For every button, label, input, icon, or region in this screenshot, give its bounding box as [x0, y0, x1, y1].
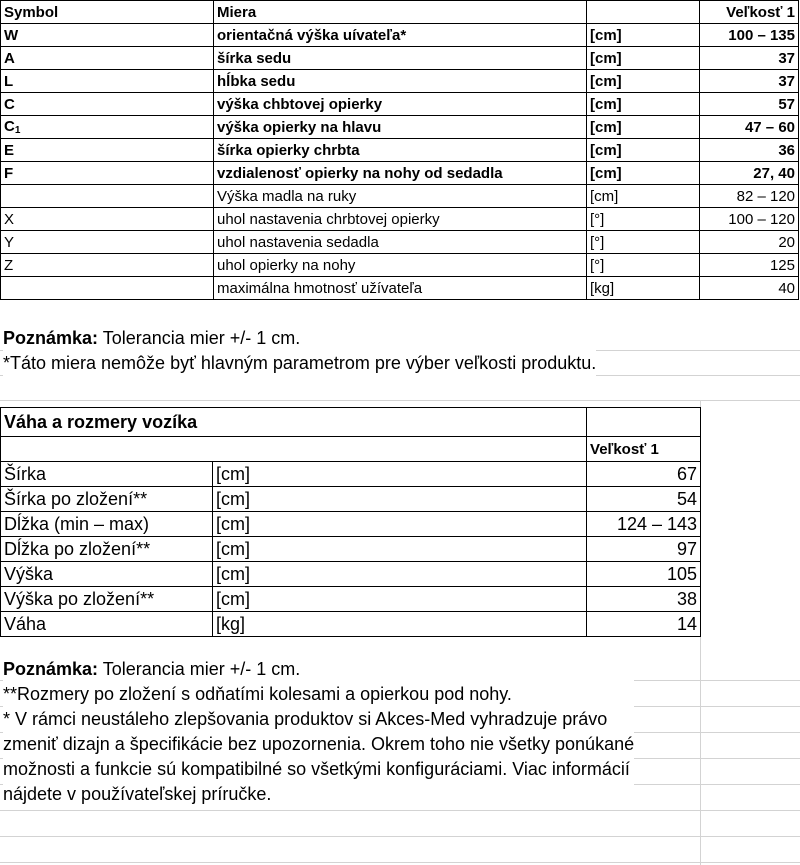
- cell-measure: uhol nastavenia chrbtovej opierky: [214, 208, 587, 231]
- dimensions-table: [0, 0, 799, 300]
- cell-unit: [cm]: [587, 24, 700, 47]
- cell-measure: orientačná výška uívateľa*: [214, 24, 587, 47]
- cell-symbol: A: [1, 47, 214, 70]
- cell-unit: [cm]: [213, 537, 587, 562]
- cell-value: 57: [700, 93, 799, 116]
- cell-value: 37: [700, 47, 799, 70]
- tolerance-note-2: Poznámka: Tolerancia mier +/- 1 cm.: [3, 659, 301, 679]
- table-row: [1, 487, 701, 512]
- cell-symbol: X: [1, 208, 214, 231]
- cell-symbol: C1: [1, 116, 214, 139]
- table-row: [1, 162, 799, 185]
- table2-size-header: Veľkosť 1: [587, 437, 701, 462]
- table-row: [1, 562, 701, 587]
- disclaimer-line: nájdete v používateľskej príručke.: [3, 784, 272, 804]
- table-row: [1, 139, 799, 162]
- notes-section-2: [3, 657, 634, 807]
- cell-unit: [cm]: [587, 139, 700, 162]
- cell-value: 27, 40: [700, 162, 799, 185]
- cell-unit: [cm]: [587, 162, 700, 185]
- cell-value: 105: [587, 562, 701, 587]
- cell-unit: [kg]: [587, 277, 700, 300]
- cell-value: 124 – 143: [587, 512, 701, 537]
- table-row: [1, 512, 701, 537]
- cell-value: 67: [587, 462, 701, 487]
- cell-value: 97: [587, 537, 701, 562]
- cell-unit: [cm]: [213, 562, 587, 587]
- table-row: [1, 231, 799, 254]
- header-symbol: Symbol: [1, 1, 214, 24]
- table-row: [1, 185, 799, 208]
- table-row: [1, 587, 701, 612]
- table-row: [1, 612, 701, 637]
- cell-label: Šírka: [1, 462, 213, 487]
- cell-measure: šírka opierky chrbta: [214, 139, 587, 162]
- disclaimer-line: * V rámci neustáleho zlepšovania produktov si Akces-Med vyhradzuje právo: [3, 709, 608, 729]
- disclaimer-line: možnosti a funkcie sú kompatibilné so všetkými konfiguráciami. Viac informácií: [3, 759, 630, 779]
- cell-symbol: [1, 185, 214, 208]
- table-row: [1, 116, 799, 139]
- cell-measure: uhol opierky na nohy: [214, 254, 587, 277]
- cell-unit: [°]: [587, 208, 700, 231]
- table2-title: Váha a rozmery vozíka: [1, 408, 587, 437]
- table-row: [1, 537, 701, 562]
- cell-label: Váha: [1, 612, 213, 637]
- cell-value: 100 – 120: [700, 208, 799, 231]
- cell-measure: Výška madla na ruky: [214, 185, 587, 208]
- cell-measure: uhol nastavenia sedadla: [214, 231, 587, 254]
- cell-unit: [kg]: [213, 612, 587, 637]
- cell-measure: výška chbtovej opierky: [214, 93, 587, 116]
- table2-size-header-row: [1, 437, 701, 462]
- cell-symbol: [1, 277, 214, 300]
- cell-value: 20: [700, 231, 799, 254]
- table-row: [1, 93, 799, 116]
- table-row: [1, 70, 799, 93]
- header-measure: Miera: [214, 1, 587, 24]
- cell-unit: [cm]: [587, 93, 700, 116]
- cell-symbol: Z: [1, 254, 214, 277]
- cell-value: 37: [700, 70, 799, 93]
- table2-title-row: [1, 408, 701, 437]
- cell-unit: [cm]: [587, 185, 700, 208]
- cell-unit: [cm]: [587, 70, 700, 93]
- cell-unit: [cm]: [213, 587, 587, 612]
- table-row: [1, 462, 701, 487]
- table-row: [1, 254, 799, 277]
- cell-symbol: L: [1, 70, 214, 93]
- cell-label: Dĺžka po zložení**: [1, 537, 213, 562]
- symbol-subscript: 1: [14, 124, 21, 136]
- cell-symbol: Y: [1, 231, 214, 254]
- table-row: [1, 208, 799, 231]
- footnote-asterisk: *Táto miera nemôže byť hlavným parametrom pre výber veľkosti produktu.: [3, 353, 597, 373]
- cell-unit: [cm]: [213, 462, 587, 487]
- cell-value: 38: [587, 587, 701, 612]
- cell-unit: [°]: [587, 231, 700, 254]
- header-unit: [587, 1, 700, 24]
- cell-symbol: W: [1, 24, 214, 47]
- cell-label: Výška po zložení**: [1, 587, 213, 612]
- cell-value: 36: [700, 139, 799, 162]
- weight-dimensions-table: [0, 407, 701, 637]
- cell-unit: [cm]: [213, 487, 587, 512]
- cell-value: 40: [700, 277, 799, 300]
- cell-value: 54: [587, 487, 701, 512]
- cell-measure: hĺbka sedu: [214, 70, 587, 93]
- table-row: [1, 277, 799, 300]
- cell-unit: [cm]: [587, 47, 700, 70]
- cell-label: Dĺžka (min – max): [1, 512, 213, 537]
- cell-unit: [cm]: [587, 116, 700, 139]
- cell-measure: maximálna hmotnosť užívateľa: [214, 277, 587, 300]
- cell-label: Výška: [1, 562, 213, 587]
- table-row: [1, 47, 799, 70]
- footnote-double-asterisk: **Rozmery po zložení s odňatími kolesami a opierkou pod nohy.: [3, 684, 512, 704]
- cell-measure: šírka sedu: [214, 47, 587, 70]
- cell-measure: výška opierky na hlavu: [214, 116, 587, 139]
- notes-section-1: [3, 326, 596, 376]
- header-size: Veľkosť 1: [700, 1, 799, 24]
- cell-measure: vzdialenosť opierky na nohy od sedadla: [214, 162, 587, 185]
- cell-value: 47 – 60: [700, 116, 799, 139]
- cell-label: Šírka po zložení**: [1, 487, 213, 512]
- table-row: [1, 24, 799, 47]
- cell-unit: [°]: [587, 254, 700, 277]
- cell-value: 125: [700, 254, 799, 277]
- cell-symbol: C: [1, 93, 214, 116]
- cell-symbol: F: [1, 162, 214, 185]
- cell-value: 82 – 120: [700, 185, 799, 208]
- cell-value: 14: [587, 612, 701, 637]
- tolerance-note: Poznámka: Tolerancia mier +/- 1 cm.: [3, 328, 301, 348]
- table-header-row: [1, 1, 799, 24]
- cell-unit: [cm]: [213, 512, 587, 537]
- cell-symbol: E: [1, 139, 214, 162]
- disclaimer-line: zmeniť dizajn a špecifikácie bez upozornenia. Okrem toho nie všetky ponúkané: [3, 734, 635, 754]
- cell-value: 100 – 135: [700, 24, 799, 47]
